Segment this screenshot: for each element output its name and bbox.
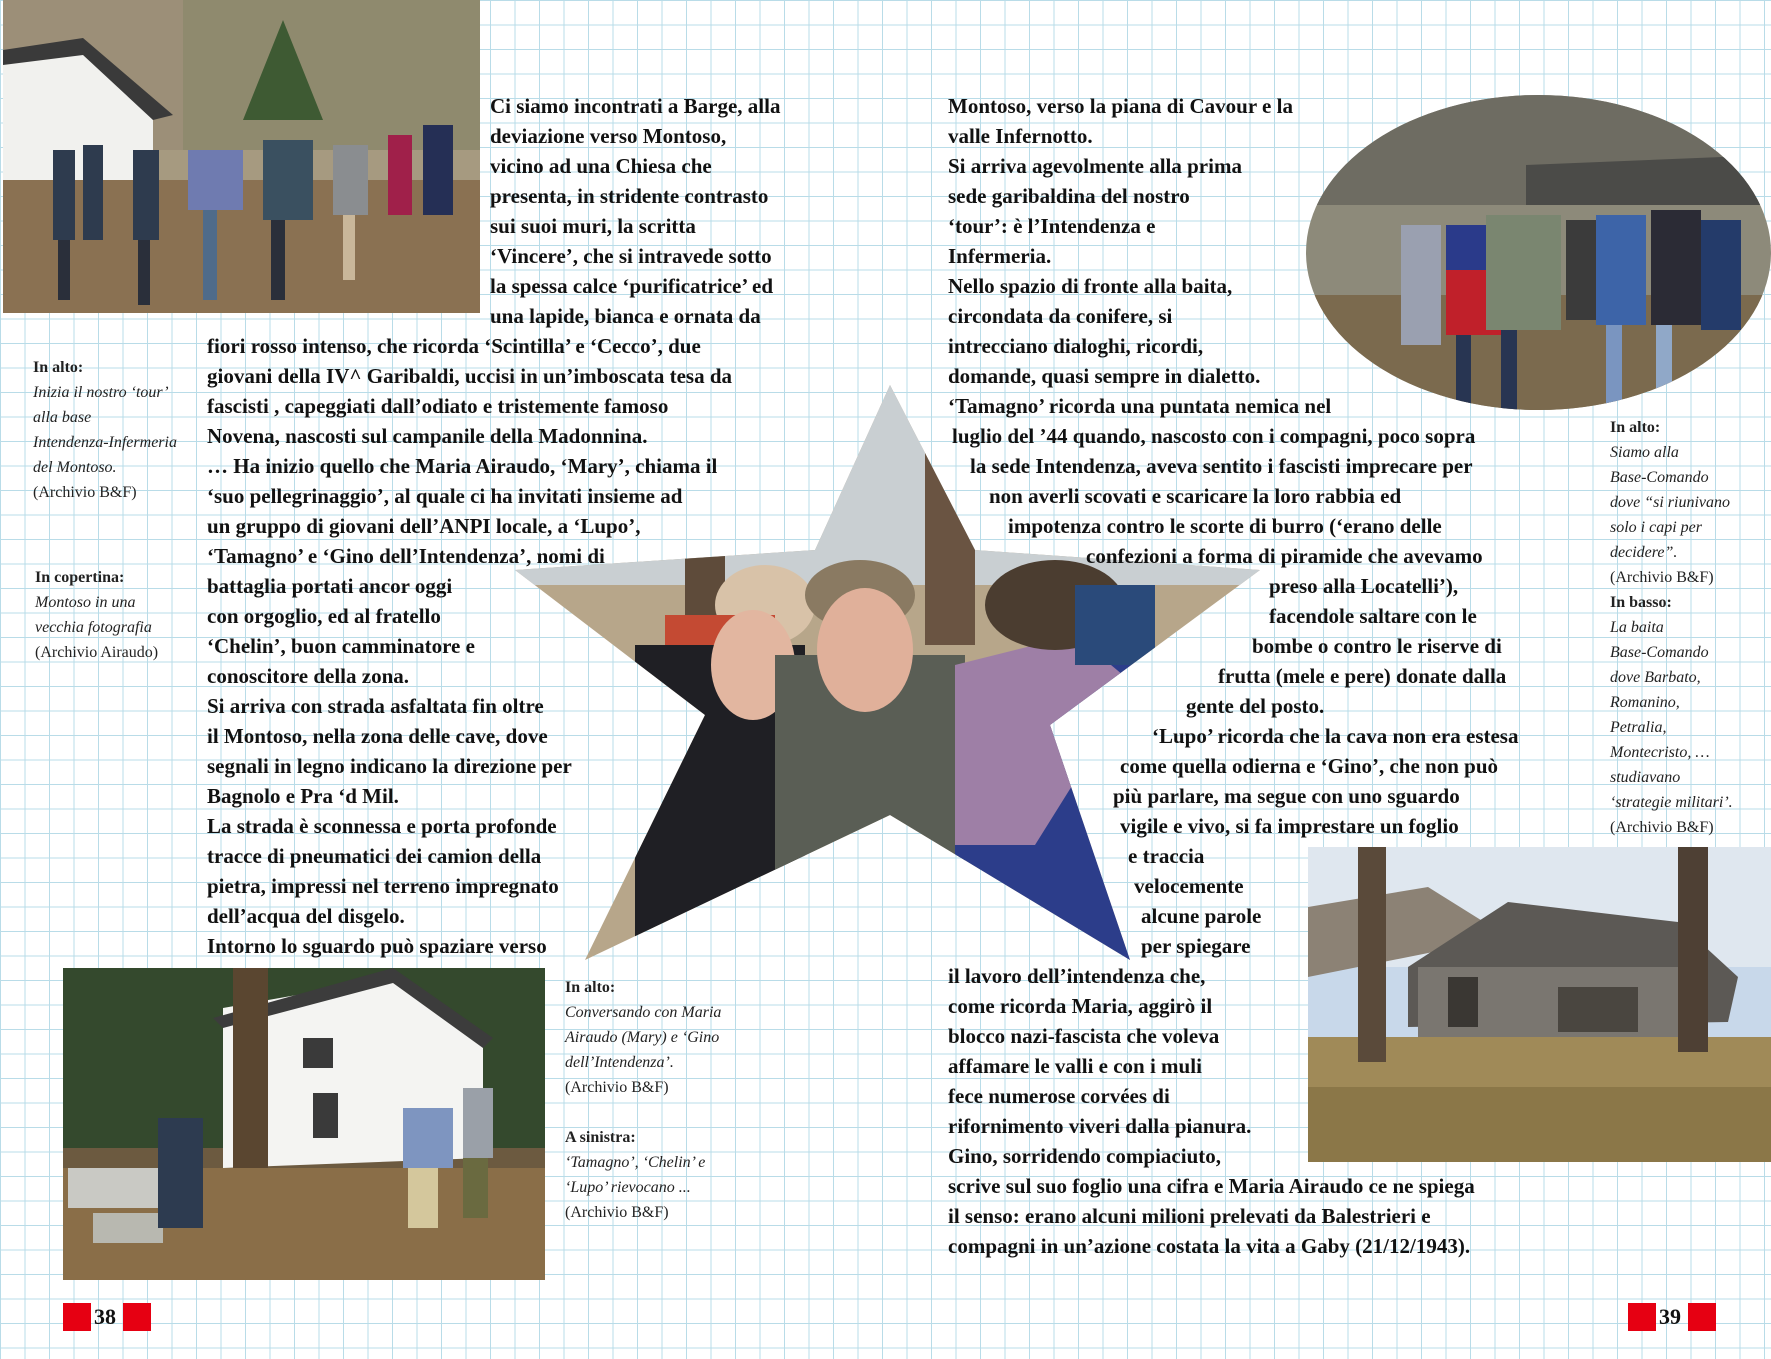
text-line: preso alla Locatelli’), (1269, 574, 1459, 598)
text-line: ‘tour’: è l’Intendenza e (948, 214, 1156, 238)
text-line: velocemente (1134, 874, 1244, 898)
text-line: giovani della IV^ Garibaldi, uccisi in un’imboscata tesa da (207, 364, 733, 388)
caption-archive: (Archivio B&F) (33, 484, 137, 501)
text-line: Intorno lo sguardo può spaziare verso (207, 934, 547, 958)
text-line: una lapide, bianca e ornata da (490, 304, 761, 328)
text-line: ‘Lupo’ ricorda che la cava non era estesa (1152, 724, 1519, 748)
text-line: il Montoso, nella zona delle cave, dove (207, 724, 548, 748)
caption-heading: In basso: (1610, 594, 1672, 611)
text-line: fascisti , capeggiati dall’odiato e tristemente famoso (207, 394, 669, 418)
article-text-left-top (490, 91, 780, 331)
caption-line: Inizia il nostro ‘tour’ (33, 384, 169, 401)
text-line: tracce di pneumatici dei camion della (207, 844, 542, 868)
text-line: non averli scovati e scaricare la loro rabbia ed (989, 484, 1402, 508)
caption-line: ‘strategie militari’. (1610, 794, 1733, 811)
caption-archive: (Archivio B&F) (565, 1204, 669, 1221)
text-line: la sede Intendenza, aveva sentito i fascisti imprecare per (970, 454, 1473, 478)
text-line: presenta, in stridente contrasto (490, 184, 769, 208)
caption-line: dell’Intendenza’. (565, 1054, 674, 1071)
text-line: pietra, impressi nel terreno impregnato (207, 874, 559, 898)
text-line: impotenza contro le scorte di burro (‘erano delle (1008, 514, 1442, 538)
text-line: Ci siamo incontrati a Barge, alla (490, 94, 781, 118)
caption-line: solo i capi per (1610, 519, 1702, 536)
page-number-left: 38 (94, 1304, 116, 1329)
text-line: fece numerose corvées di (948, 1084, 1170, 1108)
text-line: domande, quasi sempre in dialetto. (948, 364, 1261, 388)
caption-archive: (Archivio B&F) (565, 1079, 669, 1096)
text-line: sui suoi muri, la scritta (490, 214, 696, 238)
text-line: ‘Chelin’, buon camminatore e (207, 634, 475, 658)
caption-archive: (Archivio B&F) (1610, 819, 1714, 836)
text-line: segnali in legno indicano la direzione per (207, 754, 572, 778)
caption-line: Montoso in una (35, 594, 136, 611)
text-line: confezioni a forma di piramide che avevamo (1086, 544, 1483, 568)
text-line: il senso: erano alcuni milioni prelevati da Balestrieri e (948, 1204, 1431, 1228)
text-line: … Ha inizio quello che Maria Airaudo, ‘Mary’, chiama il (207, 454, 718, 478)
caption-bottom-top (565, 975, 721, 1100)
page-number-marker (63, 1303, 91, 1331)
text-line: un gruppo di giovani dell’ANPI locale, a ‘Lupo’, (207, 514, 641, 538)
text-line: ‘Vincere’, che si intravede sotto (490, 244, 772, 268)
text-line: Montoso, verso la piana di Cavour e la (948, 94, 1293, 118)
text-line: il lavoro dell’intendenza che, (948, 964, 1206, 988)
caption-line: Montecristo, … (1610, 744, 1710, 761)
caption-line: Siamo alla (1610, 444, 1679, 461)
caption-heading: A sinistra: (565, 1129, 636, 1146)
caption-right-top (1610, 415, 1733, 840)
caption-line: La baita (1610, 619, 1664, 636)
text-line: compagni in un’azione costata la vita a Gaby (21/12/1943). (948, 1234, 1471, 1258)
text-line: Infermeria. (948, 244, 1052, 268)
caption-left-cover (35, 565, 158, 665)
text-line: vigile e vivo, si fa imprestare un foglio (1120, 814, 1459, 838)
text-line: Nello spazio di fronte alla baita, (948, 274, 1233, 298)
text-line: battaglia portati ancor oggi (207, 574, 453, 598)
text-line: scrive sul suo foglio una cifra e Maria Airaudo ce ne spiega (948, 1174, 1475, 1198)
photo-group-at-base (3, 0, 480, 313)
text-line: vicino ad una Chiesa che (490, 154, 712, 178)
text-line: rifornimento viveri dalla pianura. (948, 1114, 1252, 1138)
text-line: sede garibaldina del nostro (948, 184, 1190, 208)
text-line: fiori rosso intenso, che ricorda ‘Scintilla’ e ‘Cecco’, due (207, 334, 701, 358)
caption-line: ‘Tamagno’, ‘Chelin’ e (565, 1154, 706, 1171)
text-line: la spessa calce ‘purificatrice’ ed (490, 274, 774, 298)
text-line: e traccia (1128, 844, 1205, 868)
caption-line: alla base (33, 409, 92, 426)
text-line: affamare le valli e con i muli (948, 1054, 1202, 1078)
text-line: alcune parole (1141, 904, 1262, 928)
text-line: Bagnolo e Pra ‘d Mil. (207, 784, 399, 808)
article-text-left-wide (207, 331, 732, 961)
caption-line: Romanino, (1610, 694, 1680, 711)
caption-heading: In copertina: (35, 569, 125, 586)
text-line: ‘Tamagno’ ricorda una puntata nemica nel (948, 394, 1332, 418)
text-line: blocco nazi-fascista che voleva (948, 1024, 1220, 1048)
text-line: Gino, sorridendo compiaciuto, (948, 1144, 1222, 1168)
text-line: facendole saltare con le (1269, 604, 1477, 628)
caption-line: Intendenza-Infermeria (33, 434, 177, 451)
text-line: gente del posto. (1186, 694, 1325, 718)
article-text-right (948, 91, 1518, 1261)
text-line: come ricorda Maria, aggirò il (948, 994, 1213, 1018)
text-line: circondata da conifere, si (948, 304, 1173, 328)
photo-tamagno-chelin-lupo (63, 968, 545, 1280)
caption-line: dove “si riunivano (1610, 494, 1730, 511)
text-line: come quella odierna e ‘Gino’, che non può (1120, 754, 1499, 778)
caption-left-top (33, 355, 177, 505)
caption-bottom-left (565, 1125, 705, 1225)
caption-line: Airaudo (Mary) e ‘Gino (565, 1029, 720, 1046)
caption-heading: In alto: (33, 359, 84, 376)
page-number-marker (1688, 1303, 1716, 1331)
text-line: luglio del ’44 quando, nascosto con i compagni, poco sopra (952, 424, 1476, 448)
caption-line: del Montoso. (33, 459, 117, 476)
page-number-right: 39 (1659, 1304, 1681, 1329)
caption-line: studiavano (1610, 769, 1681, 786)
caption-line: vecchia fotografia (35, 619, 152, 636)
text-line: La strada è sconnessa e porta profonde (207, 814, 557, 838)
text-line: più parlare, ma segue con uno sguardo (1113, 784, 1460, 808)
text-line: Si arriva agevolmente alla prima (948, 154, 1242, 178)
text-line: ‘Tamagno’ e ‘Gino dell’Intendenza’, nomi di (207, 544, 605, 568)
caption-line: dove Barbato, (1610, 669, 1701, 686)
caption-line: Base-Comando (1610, 644, 1709, 661)
text-line: intrecciano dialoghi, ricordi, (948, 334, 1204, 358)
caption-heading: In alto: (565, 979, 616, 996)
text-line: per spiegare (1141, 934, 1251, 958)
page-number-marker (1628, 1303, 1656, 1331)
text-line: con orgoglio, ed al fratello (207, 604, 441, 628)
text-line: deviazione verso Montoso, (490, 124, 727, 148)
text-line: frutta (mele e pere) donate dalla (1218, 664, 1507, 688)
text-line: conoscitore della zona. (207, 664, 410, 688)
text-line: valle Infernotto. (948, 124, 1093, 148)
page-number-marker (123, 1303, 151, 1331)
caption-heading: In alto: (1610, 419, 1661, 436)
caption-archive: (Archivio B&F) (1610, 569, 1714, 586)
caption-line: Base-Comando (1610, 469, 1709, 486)
caption-line: Conversando con Maria (565, 1004, 722, 1021)
caption-line: decidere”. (1610, 544, 1678, 561)
text-line: dell’acqua del disgelo. (207, 904, 405, 928)
text-line: ‘suo pellegrinaggio’, al quale ci ha invitati insieme ad (207, 484, 683, 508)
text-line: Si arriva con strada asfaltata fin oltre (207, 694, 544, 718)
caption-archive: (Archivio Airaudo) (35, 644, 159, 661)
caption-line: ‘Lupo’ rievocano ... (565, 1179, 691, 1196)
text-line: Novena, nascosti sul campanile della Madonnina. (207, 424, 648, 448)
text-line: bombe o contro le riserve di (1252, 634, 1502, 658)
caption-line: Petralia, (1610, 719, 1667, 736)
